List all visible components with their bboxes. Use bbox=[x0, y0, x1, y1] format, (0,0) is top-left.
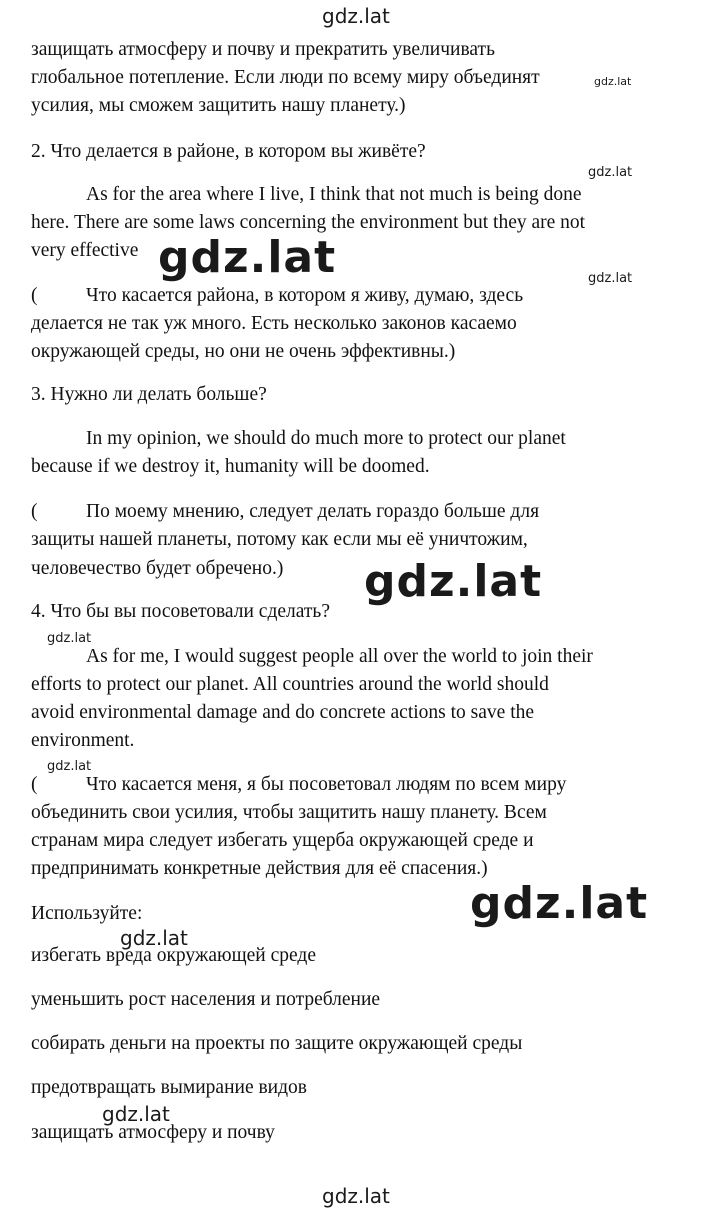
translation-line: окружающей среды, но они не очень эффективны.) bbox=[31, 341, 456, 362]
translation-line: делается не так уж много. Есть несколько законов касаемо bbox=[31, 313, 517, 334]
watermark-medium: gdz.lat bbox=[120, 926, 188, 950]
watermark-small: gdz.lat bbox=[47, 631, 92, 646]
watermark-small: gdz.lat bbox=[588, 165, 633, 180]
answer-line: efforts to protect our planet. All countries around the world should bbox=[31, 674, 549, 695]
question-2: 2. Что делается в районе, в котором вы живёте? bbox=[31, 141, 426, 162]
translation-line: объединить свои усилия, чтобы защитить нашу планету. Всем bbox=[31, 802, 547, 823]
paragraph-line: защищать атмосферу и почву и прекратить увеличивать bbox=[31, 39, 495, 60]
watermark-small: gdz.lat bbox=[588, 271, 633, 286]
use-item: защищать атмосферу и почву bbox=[31, 1122, 275, 1143]
translation-line: странам мира следует избегать ущерба окружающей среде и bbox=[31, 830, 534, 851]
answer-line: because if we destroy it, humanity will be doomed. bbox=[31, 456, 430, 477]
answer-line: As for me, I would suggest people all over the world to join their bbox=[86, 646, 593, 667]
answer-line: As for the area where I live, I think that not much is being done bbox=[86, 184, 582, 205]
translation-paren: ( bbox=[31, 285, 38, 306]
paragraph-line: глобальное потепление. Если люди по всему миру объединят bbox=[31, 67, 540, 88]
watermark-inline: gdz.lat bbox=[594, 75, 632, 88]
use-heading: Используйте: bbox=[31, 903, 143, 924]
watermark-small: gdz.lat bbox=[47, 759, 92, 774]
watermark-large: gdz.lat bbox=[158, 232, 337, 283]
watermark-large: gdz.lat bbox=[470, 878, 649, 929]
answer-line: avoid environmental damage and do concrete actions to save the bbox=[31, 702, 535, 723]
question-4: 4. Что бы вы посоветовали сделать? bbox=[31, 601, 330, 622]
translation-line: Что касается меня, я бы посоветовал людям по всем миру bbox=[86, 774, 567, 795]
watermark-large: gdz.lat bbox=[364, 556, 543, 607]
watermark-top: gdz.lat bbox=[322, 4, 390, 28]
paragraph-line: усилия, мы сможем защитить нашу планету.) bbox=[31, 95, 406, 116]
translation-line: человечество будет обречено.) bbox=[31, 558, 284, 579]
use-item: предотвращать вымирание видов bbox=[31, 1077, 307, 1098]
translation-line: предпринимать конкретные действия для её спасения.) bbox=[31, 858, 488, 879]
translation-line: Что касается района, в котором я живу, думаю, здесь bbox=[86, 285, 524, 306]
answer-line: environment. bbox=[31, 730, 135, 751]
translation-paren: ( bbox=[31, 501, 38, 522]
watermark-bottom: gdz.lat bbox=[322, 1184, 390, 1208]
translation-line: защиты нашей планеты, потому как если мы её уничтожим, bbox=[31, 529, 528, 550]
use-item: собирать деньги на проекты по защите окружающей среды bbox=[31, 1033, 523, 1054]
translation-line: По моему мнению, следует делать гораздо больше для bbox=[86, 501, 540, 522]
use-item: уменьшить рост населения и потребление bbox=[31, 989, 381, 1010]
translation-paren: ( bbox=[31, 774, 38, 795]
answer-line: In my opinion, we should do much more to protect our planet bbox=[86, 428, 566, 449]
use-item: избегать вреда окружающей среде bbox=[31, 945, 316, 966]
answer-line: here. There are some laws concerning the environment but they are not bbox=[31, 212, 586, 233]
watermark-medium: gdz.lat bbox=[102, 1102, 170, 1126]
question-3: 3. Нужно ли делать больше? bbox=[31, 384, 267, 405]
answer-line: very effective bbox=[31, 240, 139, 261]
